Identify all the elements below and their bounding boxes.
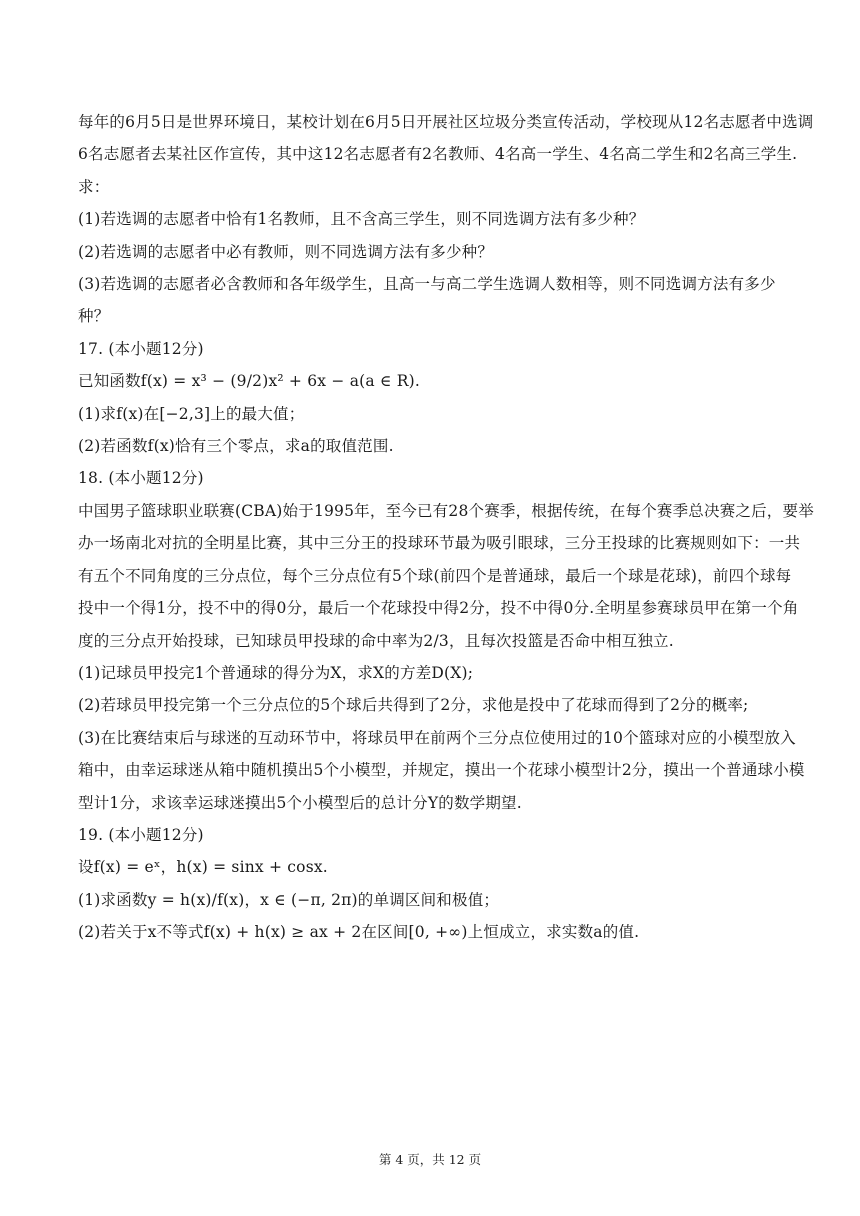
problem-17-part-1: (1)求f(x)在[−2,3]上的最大值； bbox=[78, 404, 305, 423]
problem-18-statement: 有五个不同角度的三分点位，每个三分点位有5个球(前四个是普通球，最后一个球是花球)，前四个球每 bbox=[78, 566, 792, 585]
problem-17-part-2: (2)若函数f(x)恰有三个零点，求a的取值范围. bbox=[78, 437, 394, 456]
problem-16-line: 每年的6月5日是世界环境日，某校计划在6月5日开展社区垃圾分类宣传活动，学校现从12名志愿者中选调 bbox=[78, 113, 814, 131]
problem-17-header: 17. (本小题12分) bbox=[78, 339, 204, 358]
problem-18-statement: 度的三分点开始投球，已知球员甲投球的命中率为2/3，且每次投篮是否命中相互独立. bbox=[78, 631, 674, 650]
problem-18-part-3: 型计1分，求该幸运球迷摸出5个小模型后的总计分Y的数学期望. bbox=[78, 793, 522, 812]
page-footer: 第 4 页，共 12 页 bbox=[378, 1152, 482, 1167]
page-content bbox=[78, 106, 814, 949]
problem-18-part-2: (2)若球员甲投完第一个三分点位的5个球后共得到了2分，求他是投中了花球而得到了2分的概率; bbox=[78, 696, 749, 715]
problem-19-part-1: (1)求函数y = h(x)/f(x)，x ∈ (−π, 2π)的单调区间和极值； bbox=[78, 890, 500, 909]
problem-16-line: 求： bbox=[78, 177, 110, 196]
problem-16-part-3: (3)若选调的志愿者必含教师和各年级学生，且高一与高二学生选调人数相等，则不同选调方法有多少 bbox=[78, 275, 776, 294]
problem-16-part-1: (1)若选调的志愿者中恰有1名教师，且不含高三学生，则不同选调方法有多少种？ bbox=[78, 210, 645, 229]
problem-18-statement: 中国男子篮球职业联赛(CBA)始于1995年，至今已有28个赛季，根据传统，在每个赛季总决赛之后，要举 bbox=[78, 501, 814, 520]
problem-16-line: 6名志愿者去某社区作宣传，其中这12名志愿者有2名教师、4名高一学生、4名高二学生和2名高三学生. bbox=[78, 145, 798, 164]
problem-18-part-3: 箱中，由幸运球迷从箱中随机摸出5个小模型，并规定，摸出一个花球小模型计2分，摸出一个普通球小模 bbox=[78, 761, 805, 780]
problem-18-part-1: (1)记球员甲投完1个普通球的得分为X，求X的方差D(X); bbox=[78, 663, 474, 682]
problem-16-continued bbox=[78, 106, 814, 333]
problem-19-statement: 设f(x) = eˣ，h(x) = sinx + cosx. bbox=[78, 858, 328, 877]
problem-19 bbox=[78, 819, 784, 949]
problem-16-line: 种？ bbox=[78, 307, 110, 326]
problem-18-statement: 投中一个得1分，投不中的得0分，最后一个花球投中得2分，投不中得0分.全明星参赛球员甲在第一个角 bbox=[78, 599, 799, 618]
problem-18-statement: 办一场南北对抗的全明星比赛，其中三分王的投球环节最为吸引眼球，三分王投球的比赛规则如下：一共 bbox=[78, 534, 801, 553]
problem-17 bbox=[78, 333, 784, 463]
problem-16-part-2: (2)若选调的志愿者中必有教师，则不同选调方法有多少种？ bbox=[78, 242, 494, 261]
problem-19-header: 19. (本小题12分) bbox=[78, 825, 204, 844]
problem-19-part-2: (2)若关于x不等式f(x) + h(x) ≥ ax + 2在区间[0, +∞)上恒成立，求实数a的值. bbox=[78, 923, 640, 942]
problem-18-part-3: (3)在比赛结束后与球迷的互动环节中，将球员甲在前两个三分点位使用过的10个篮球对应的小模型放入 bbox=[78, 728, 796, 747]
problem-18 bbox=[78, 462, 814, 818]
problem-17-statement: 已知函数f(x) = x³ − (9/2)x² + 6x − a(a ∈ R). bbox=[78, 372, 420, 391]
problem-18-header: 18. (本小题12分) bbox=[78, 469, 204, 488]
